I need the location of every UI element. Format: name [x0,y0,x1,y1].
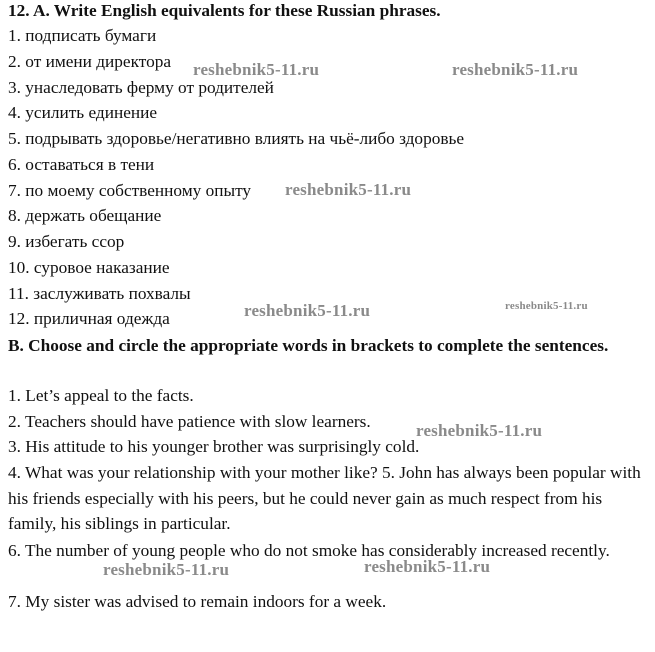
list-item: 10. суровое наказание [8,258,170,277]
list-item: 8. держать обещание [8,206,162,225]
list-item: 5. подрывать здоровье/негативно влиять на чьё-либо здоровье [8,129,465,148]
section-b-heading: B. Choose and circle the appropriate words in brackets to complete the sentences. [8,336,609,355]
list-item: 2. Teachers should have patience with slow learners. [8,412,371,431]
watermark: reshebnik5-11.ru [416,421,543,440]
list-item: 12. приличная одежда [8,309,170,328]
section-a-heading: 12. A. Write English equivalents for these Russian phrases. [8,1,441,20]
watermark: reshebnik5-11.ru [452,60,579,79]
list-item: 4. усилить единение [8,103,158,122]
list-item: 2. от имени директора [8,52,172,71]
watermark: reshebnik5-11.ru [193,60,320,79]
watermark: reshebnik5-11.ru [244,301,371,320]
list-item: 4. What was your relationship with your mother like? 5. John has always been popular with his friends especially with his peers, but he could never gain as much respect from his family, his siblings in particular. [8,463,641,533]
list-item: 3. унаследовать ферму от родителей [8,78,274,97]
watermark: reshebnik5-11.ru [505,300,588,312]
watermark: reshebnik5-11.ru [285,180,412,199]
list-item: 1. Let’s appeal to the facts. [8,386,194,405]
list-item: 1. подписать бумаги [8,26,157,45]
list-item: 7. My sister was advised to remain indoors for a week. [8,592,387,611]
list-item: 3. His attitude to his younger brother was surprisingly cold. [8,437,420,456]
list-item: 9. избегать ссор [8,232,125,251]
list-item: 7. по моему собственному опыту [8,181,252,200]
list-item: 6. оставаться в тени [8,155,155,174]
list-item: 6. The number of young people who do not smoke has considerably increased recently. [8,541,610,560]
watermark: reshebnik5-11.ru [103,560,230,579]
list-item: 11. заслуживать похвалы [8,284,191,303]
watermark: reshebnik5-11.ru [364,557,491,576]
